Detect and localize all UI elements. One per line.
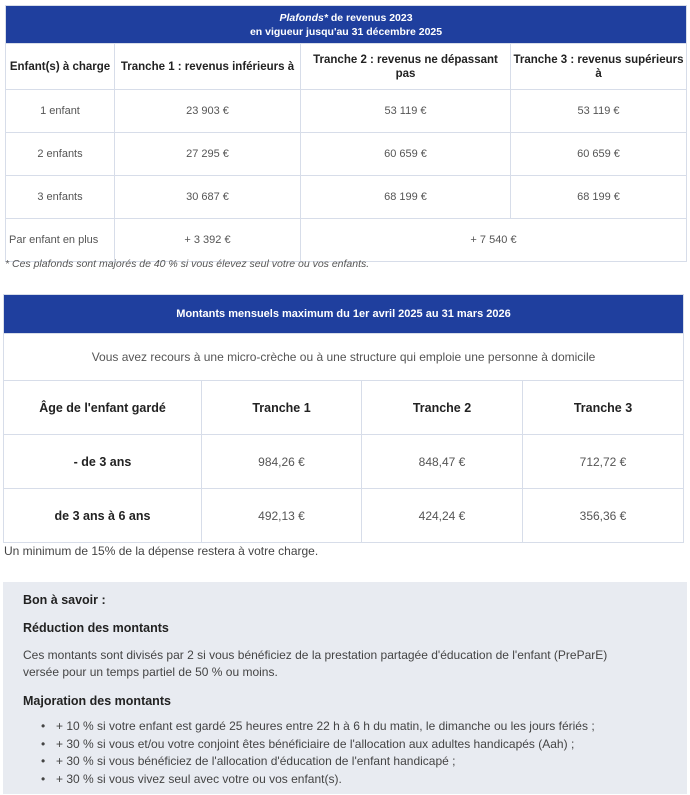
table-row xyxy=(6,133,687,176)
income-ceiling-table xyxy=(5,5,687,262)
cell-tranche-3: 68 199 € xyxy=(511,176,687,219)
majoration-title: Majoration des montants xyxy=(23,694,171,708)
col-header-children: Enfant(s) à charge xyxy=(6,44,115,90)
minimum-charge-note: Un minimum de 15% de la dépense restera à votre charge. xyxy=(4,544,319,558)
col-header-age: Âge de l'enfant gardé xyxy=(4,381,202,435)
row-label: Par enfant en plus xyxy=(6,219,115,262)
row-label: - de 3 ans xyxy=(4,435,202,489)
reduction-title: Réduction des montants xyxy=(23,621,169,635)
cell-tranche-2-3: + 7 540 € xyxy=(301,219,687,262)
list-item: • + 10 % si votre enfant est gardé 25 heures entre 22 h à 6 h du matin, le dimanche ou les jours fériés ; xyxy=(41,718,687,736)
cell-tranche-3: 53 119 € xyxy=(511,90,687,133)
cell-tranche-1: 492,13 € xyxy=(202,489,362,543)
cell-tranche-1: 984,26 € xyxy=(202,435,362,489)
table-row xyxy=(4,489,684,543)
title-rest: de revenus 2023 xyxy=(327,11,413,24)
monthly-amounts-subtitle: Vous avez recours à une micro-crèche ou à une structure qui emploie une personne à domicile xyxy=(4,334,684,381)
monthly-amounts-title: Montants mensuels maximum du 1er avril 2025 au 31 mars 2026 xyxy=(4,295,684,334)
row-label: 2 enfants xyxy=(6,133,115,176)
cell-tranche-1: 30 687 € xyxy=(115,176,301,219)
cell-tranche-2: 424,24 € xyxy=(362,489,523,543)
cell-tranche-2: 848,47 € xyxy=(362,435,523,489)
majoration-list xyxy=(41,718,687,788)
col-header-tranche-1: Tranche 1 xyxy=(202,381,362,435)
list-item: • + 30 % si vous bénéficiez de l'allocation d'éducation de l'enfant handicapé ; xyxy=(41,753,687,771)
cell-tranche-1: 23 903 € xyxy=(115,90,301,133)
cell-tranche-3: 60 659 € xyxy=(511,133,687,176)
cell-tranche-1: 27 295 € xyxy=(115,133,301,176)
list-item: • + 30 % si vous et/ou votre conjoint êtes bénéficiaire de l'allocation aux adultes handicapés (Aah) ; xyxy=(41,736,687,754)
col-header-tranche-2: Tranche 2 : revenus ne dépassant pas xyxy=(301,44,511,90)
table-row xyxy=(6,176,687,219)
cell-tranche-3: 356,36 € xyxy=(523,489,684,543)
cell-tranche-2: 68 199 € xyxy=(301,176,511,219)
col-header-tranche-2: Tranche 2 xyxy=(362,381,523,435)
col-header-tranche-3: Tranche 3 xyxy=(523,381,684,435)
row-label: 1 enfant xyxy=(6,90,115,133)
col-header-tranche-3: Tranche 3 : revenus supérieurs à xyxy=(511,44,687,90)
info-box xyxy=(3,582,687,794)
ceiling-footnote: * Ces plafonds sont majorés de 40 % si vous élevez seul votre ou vos enfants. xyxy=(5,258,370,270)
title-emphasis: Plafonds* xyxy=(279,11,328,24)
cell-tranche-3: 712,72 € xyxy=(523,435,684,489)
row-label: de 3 ans à 6 ans xyxy=(4,489,202,543)
table-row xyxy=(4,435,684,489)
table-row xyxy=(6,90,687,133)
cell-tranche-2: 60 659 € xyxy=(301,133,511,176)
reduction-text: Ces montants sont divisés par 2 si vous bénéficiez de la prestation partagée d'éducation de l'enfant (PreParE) versée pour un temps partiel de 50 % ou moins. xyxy=(23,648,608,679)
table-row-extra-child xyxy=(6,219,687,262)
col-header-tranche-1: Tranche 1 : revenus inférieurs à xyxy=(115,44,301,90)
income-ceiling-title xyxy=(6,6,687,44)
list-item: • + 30 % si vous vivez seul avec votre ou vos enfant(s). xyxy=(41,771,687,789)
row-label: 3 enfants xyxy=(6,176,115,219)
cell-tranche-1: + 3 392 € xyxy=(115,219,301,262)
cell-tranche-2: 53 119 € xyxy=(301,90,511,133)
monthly-amounts-table xyxy=(3,294,684,543)
info-title: Bon à savoir : xyxy=(23,593,106,607)
title-validity: en vigueur jusqu'au 31 décembre 2025 xyxy=(249,25,443,38)
